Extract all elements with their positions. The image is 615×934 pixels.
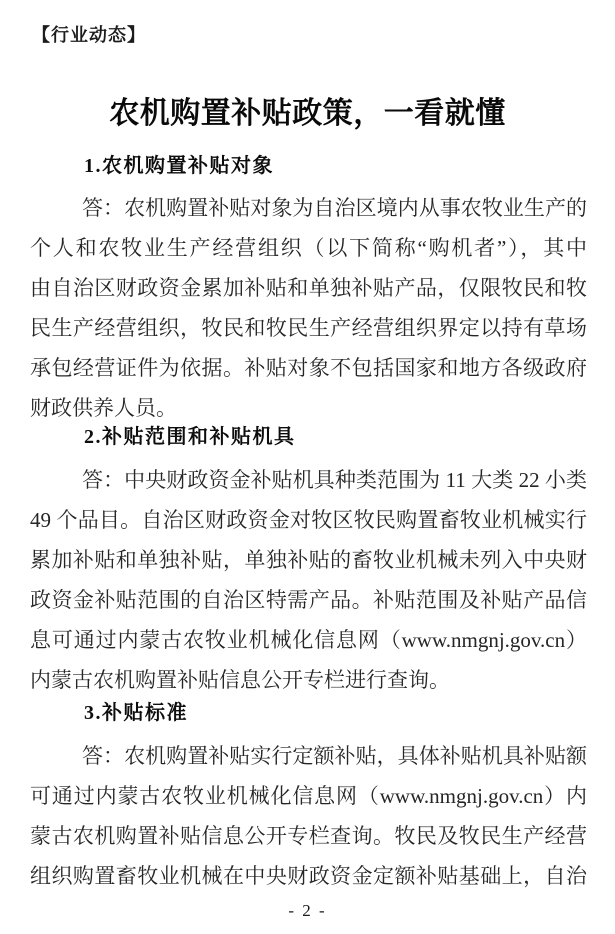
paragraph-line: 49 个品目。自治区财政资金对牧区牧民购置畜牧业机械实行 — [30, 508, 587, 532]
section-3-heading: 3.补贴标准 — [84, 702, 188, 724]
paragraph-line: 答：农机购置补贴实行定额补贴，具体补贴机具补贴额 — [82, 744, 587, 768]
paragraph-line: 答：中央财政资金补贴机具种类范围为 11 大类 22 小类 — [82, 468, 587, 492]
paragraph-line: 内蒙古农机购置补贴信息公开专栏进行查询。 — [30, 668, 450, 692]
category-tag: 【行业动态】 — [32, 25, 146, 45]
paragraph-line: 财政供养人员。 — [30, 396, 177, 420]
section-2-heading: 2.补贴范围和补贴机具 — [84, 426, 296, 448]
paragraph-line: 承包经营证件为依据。补贴对象不包括国家和地方各级政府 — [30, 356, 587, 380]
paragraph-line: 政资金补贴范围的自治区特需产品。补贴范围及补贴产品信 — [30, 588, 587, 612]
section-2-paragraph — [30, 460, 587, 700]
paragraph-line: 个人和农牧业生产经营组织（以下简称“购机者”），其中 — [30, 236, 587, 260]
paragraph-line: 答：农机购置补贴对象为自治区境内从事农牧业生产的 — [82, 196, 587, 220]
section-3-paragraph — [30, 736, 587, 896]
paragraph-line: 由自治区财政资金累加补贴和单独补贴产品，仅限牧民和牧 — [30, 276, 587, 300]
paragraph-line: 可通过内蒙古农牧业机械化信息网（www.nmgnj.gov.cn）内 — [30, 784, 587, 808]
page-number: - 2 - — [288, 901, 327, 920]
section-1-paragraph — [30, 188, 587, 428]
paragraph-line: 组织购置畜牧业机械在中央财政资金定额补贴基础上，自治 — [30, 864, 587, 888]
paragraph-line: 累加补贴和单独补贴，单独补贴的畜牧业机械未列入中央财 — [30, 548, 587, 572]
page-title: 农机购置补贴政策，一看就懂 — [109, 97, 506, 130]
paragraph-line: 民生产经营组织，牧民和牧民生产经营组织界定以持有草场 — [30, 316, 587, 340]
section-1-heading: 1.农机购置补贴对象 — [84, 155, 274, 177]
paragraph-line: 蒙古农机购置补贴信息公开专栏查询。牧民及牧民生产经营 — [30, 824, 587, 848]
paragraph-line: 息可通过内蒙古农牧业机械化信息网（www.nmgnj.gov.cn） — [30, 628, 587, 652]
